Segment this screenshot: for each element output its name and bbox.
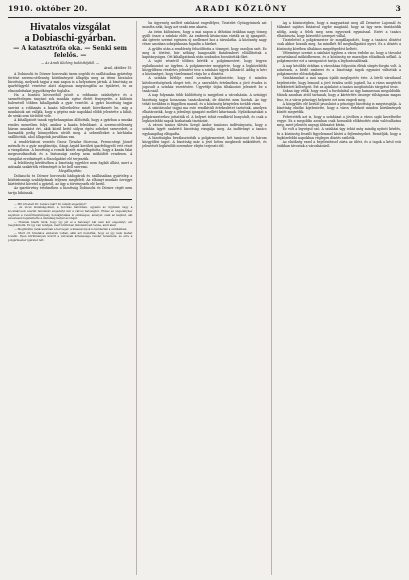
paragraph: Dobiaschi és Dörner borovszki bádogáruk és szállásaiban gyártelep a közbiztonsági szabályoknak teljesen megfelelt. Az elhunyt munkás özvegye kártérítést követel a gyártól, az ügy a törvényszék elé kerül. — [8, 173, 133, 186]
paragraph: A gyűlés után a rendőrség felszólította a tömeget, hogy oszoljon szét. Ez meg is történt, bár néhány hangosabb fiatalembert előállítottak a kapitányságra. Ott kihallgatásuk után szabadon bocsátották őket. — [142, 46, 267, 59]
paragraph: Felvetették azt is, hogy a színházat a jövőben a város saját kezelésébe vegye. Ez a megoldás azonban csak hosszabb előkészítés után valósulhatna meg, mert jelentős anyagi áldozatot kíván. — [276, 114, 401, 127]
column-separator-rule — [8, 199, 132, 200]
paragraph: Szinházunkat a mai napon újabb meglepetés érte. A bérlő váratlanul bejelentette, hogy lemond a jövő évadra szóló jogáról, ha a város megtéríti befektetett költségeit. Ezt az ajánlatot a tanács megfontolás tárgyává teszi. — [276, 76, 401, 89]
article-title-line-2: a Dobiaschi-gyárban. — [24, 33, 116, 44]
article-title-line-1: Hivatalos vizsgálat — [30, 22, 111, 33]
paragraph: A közgyűlés elé kerülő javaslatot a pénzügyi bizottság is megvizsgálja. A bizottság elnöke kijelentette, hogy a város érdekeit minden körülmények között megvédik. — [276, 101, 401, 115]
paragraph: Véleménye szerint a színházi ügyben a város érdeke az, hogy a társulat zavartalanul működhessen, és a közönség ne maradjon előadások nélkül. A polgármester ezt a szempontot tartja a legfontosabbnak. — [276, 50, 401, 64]
page-header — [8, 4, 401, 18]
article-byline: — Az Aradi Közlöny tudósítójától. — — [41, 61, 100, 65]
article-title — [8, 22, 132, 44]
paragraph: ha ügyesség mellett színházat engedélyez, Tisztelet Gyöngyösinek azt mondta neki, hogy azt senki sem akarta. — [142, 21, 267, 30]
paragraph: — Honnan hiszik önök, hogy így jár el a hatóság? Aki nem kér engedélyt, azt megbüntetik. Ez így van rendjén, mert különben mindenki azt tenne, amit akar. — [8, 219, 133, 228]
paragraph: — Mit követelt Dr. Lukács már? Ki csinált engedélyt? — [14, 201, 87, 206]
column-3 — [277, 21, 401, 575]
page-number: 3 — [395, 4, 401, 13]
paragraph: Az öröm különösen, hogy a mai napon a délutáni órákban nagy tömeg gyűlt össze a színház előtt. Az emberek kíváncsian várták az új igazgatót, aki ígérete szerint egészen új szellemet hoz a társulatba. A közönség nagy része azonban szkeptikusan fogadta a híreket. — [142, 29, 267, 47]
paragraph: — Az utcai mulatságoknál, a borókás bárókban, ugyanis az ügyfelek vagy a kocsmárosok szerint mindenki engedélyt kér a városi hatóságtól. Ehhez az engedélyhez azonban a rendőrkapitányság hozzájárulása is szükséges, amelyet csak az kaphat, aki előzetesen bejelentette a mulatság helyét és idejét. — [8, 205, 133, 221]
paragraph: Az ipartörvény értelmében a bizottság Dobiaschi és Dörner cégét nem tartja hibásnak. — [8, 186, 133, 195]
article-dateline: Arad, október 19. — [103, 66, 133, 71]
issue-date: 1910. október 20. — [8, 4, 88, 13]
paragraph: A Dobiaschi és Dörner borovszki üzem segédü és szállásaiban gyártelep történt szerencsétlenség körülményeit állapítja meg az itteni hivatalos bizottság, melynek tagjai a mai napon is a helyszínen jártak. A bizottság az iparfelügyelő vezetése alatt alaposan megvizsgálta az épületet, és az elmondottakat jegyzőkönyvbe foglalta. — [8, 71, 133, 93]
paragraph: A színház bérlője ezzel szemben kijelentette, hogy ő minden kötelezettségének eleget tett, és a szerződés értelmében a jövő évadra is jogosult a színház vezetésére. Ügyvédje útján tiltakozást jelentett be a tanácsnál. — [142, 76, 267, 93]
section-subhead: Megállapítás: — [58, 169, 82, 174]
paragraph: Az elnökség ezzel a bejelentéssel zárta az ülést, és a tagok a késő esti órákban távoztak a városházáról. — [276, 140, 401, 149]
article-subtitle: — A katasztrófa oka. — Senki sem felelős. — — [13, 45, 128, 59]
paragraph: Sokan úgy vélik, hogy ezzel a fordulattal az ügy hamarosan megoldódik. Mások azonban attól tartanak, hogy a kártérítés összege túlságosan magas lesz, és a város pénzügyi helyzete ezt nem engedi meg. — [276, 89, 401, 102]
paragraph: — Mert ott hivatalos emberek voltak, akik azt mondták, hogy ez így nem mehet tovább. Ilyen körülmények között a városnak kötelessége rendet teremteni, és erre a polgármester ígéretet tett. — [8, 230, 133, 242]
paragraph: — Megbirálni, tanácsadónak a herceget; a kisasszonyok is kérdezték a színházban. — [14, 226, 128, 231]
paragraph: A rendőrbiztosi vezetés Grosz Tivadar főorvosa, Ferencsényi József mérnök és a gyár megbízottja, Sángi Árpád kerületi iparfelügyelő vett részt a vizsgálaton. A bizottság a romok között megállapította, hogy a kazán falai megrozsdásodtak és a biztonsági szelep nem működött rendesen. A vizsgálat eredményét a főszolgabíró elé terjesztik. — [8, 139, 133, 161]
small-print-block — [8, 203, 132, 243]
paragraph: Ha a bontási kövezetből jutott a robbanás színhelyére és a szeméttelepen tanyázó sok munkás egész életét fenyegette, a különös balesetről többen kihallgatták a gyár vezetőit. A gyári bizottság tagjai szerint a robbanás a kazán túlterhelése miatt következett be, míg a munkások azt vallják, hogy a gépész már napokkal előbb jelentette a hibát, de senki sem törődött vele. — [8, 92, 133, 118]
column-2 — [142, 21, 271, 575]
paragraph: A kihallgatott tanuk egybehangzóan állították, hogy a gyárban a munka rendes menetben folyt, amikor a kazán felrobbant. A szerencsétlenség három munkást ért, akik közül kettő súlyos égési sebeket szenvedett, a harmadik pedig könnyebben sérült meg. A sebesülteket a kórházba szállították, ahol állapotuk javulóban van. — [8, 118, 133, 140]
text-columns — [8, 21, 401, 575]
paragraph: A városi tanács ülésén Szegő Andor tanácsos indítványozta, hogy a színház ügyét szakértő bizottság vizsgálja meg. Az indítványt a tanács egyhangúlag elfogadta. — [142, 123, 267, 136]
paragraph: A nap folyamán több küldöttség is megjelent a városházán. A színügyi bizottság tagjai hosszasan tanácskoztak, de döntést nem hoztak. Az ügy tehát továbbra is függőben marad, és a közönség kénytelen tovább várni. — [142, 93, 267, 106]
paragraph: A bizottságba beválasztották a polgármestert, két tanácsost és három közgyűlési tagot. A bizottság már a jövő héten megkezdi működését, és jelentését legkésőbb november elején terjeszti elő. — [142, 135, 267, 149]
paragraph: A nap későbbi óráiban a városháza folyosóin élénk sürgés-forgás volt. A színészek, a bérlő emberei és a bizottsági tagok egymást váltották a polgármester előszobájában. — [276, 63, 401, 76]
paragraph: A sajtó részéről többen kérték a polgármestert, hogy tegyen nyilatkozatot az ügyben. A polgármester megígérte, hogy a legközelebbi közgyűlésen részletes jelentést tesz a színházi ügyek állásáról. Addig is kéri a közönséget, hogy türelemmel várja be a döntést. — [142, 59, 267, 76]
paragraph: A színtársulat tagjai ma este rendkívüli értekezletet tartottak, amelyen elhatározták, hogy a jelenlegi igazgató mellett kitartanak. Nyilatkozatukat a polgármesterhez juttatták el. A helyzet tehát rendkívül bonyolult, és csak a legközelebbi napok hozhatnak tisztázást. — [142, 106, 267, 123]
paragraph: A felelősség kérdésében a bizottság egyelőre nem foglalt állást, mert a műszaki szakértők véleményét is be kell szerezni. — [8, 160, 133, 169]
paragraph: Tisztelettel a polgármester úr megállapodott, hogy a tanácsi döntést csak akkor hozzák meg, ha mindkét fél meghallgatást nyert. Ez a döntés a közönség körében általános megelégedést keltett. — [276, 38, 401, 51]
column-1 — [8, 21, 137, 575]
newspaper-name: ARADI KÖZLÖNY — [195, 4, 288, 13]
paragraph: Ág a közönségben, hogy a magyarázat meg áll Demeter Lajosnál és Miksáné sajátos futáaival egybe magánál, hogy az ügy nem tisztázódik addig, amíg a felek meg nem egyeznek egymással. Ezért a tanács elhatározta, hogy közvetítő szerepet vállal. — [276, 21, 401, 38]
paragraph: Ez volt a legvégső szó. A színházi ügy tehát még mindig nyitott kérdés, és a közönség feszült figyelemmel kíséri a fejleményeket. Reméljük, hogy a legközelebbi napokban végleges döntés születik. — [276, 127, 401, 140]
